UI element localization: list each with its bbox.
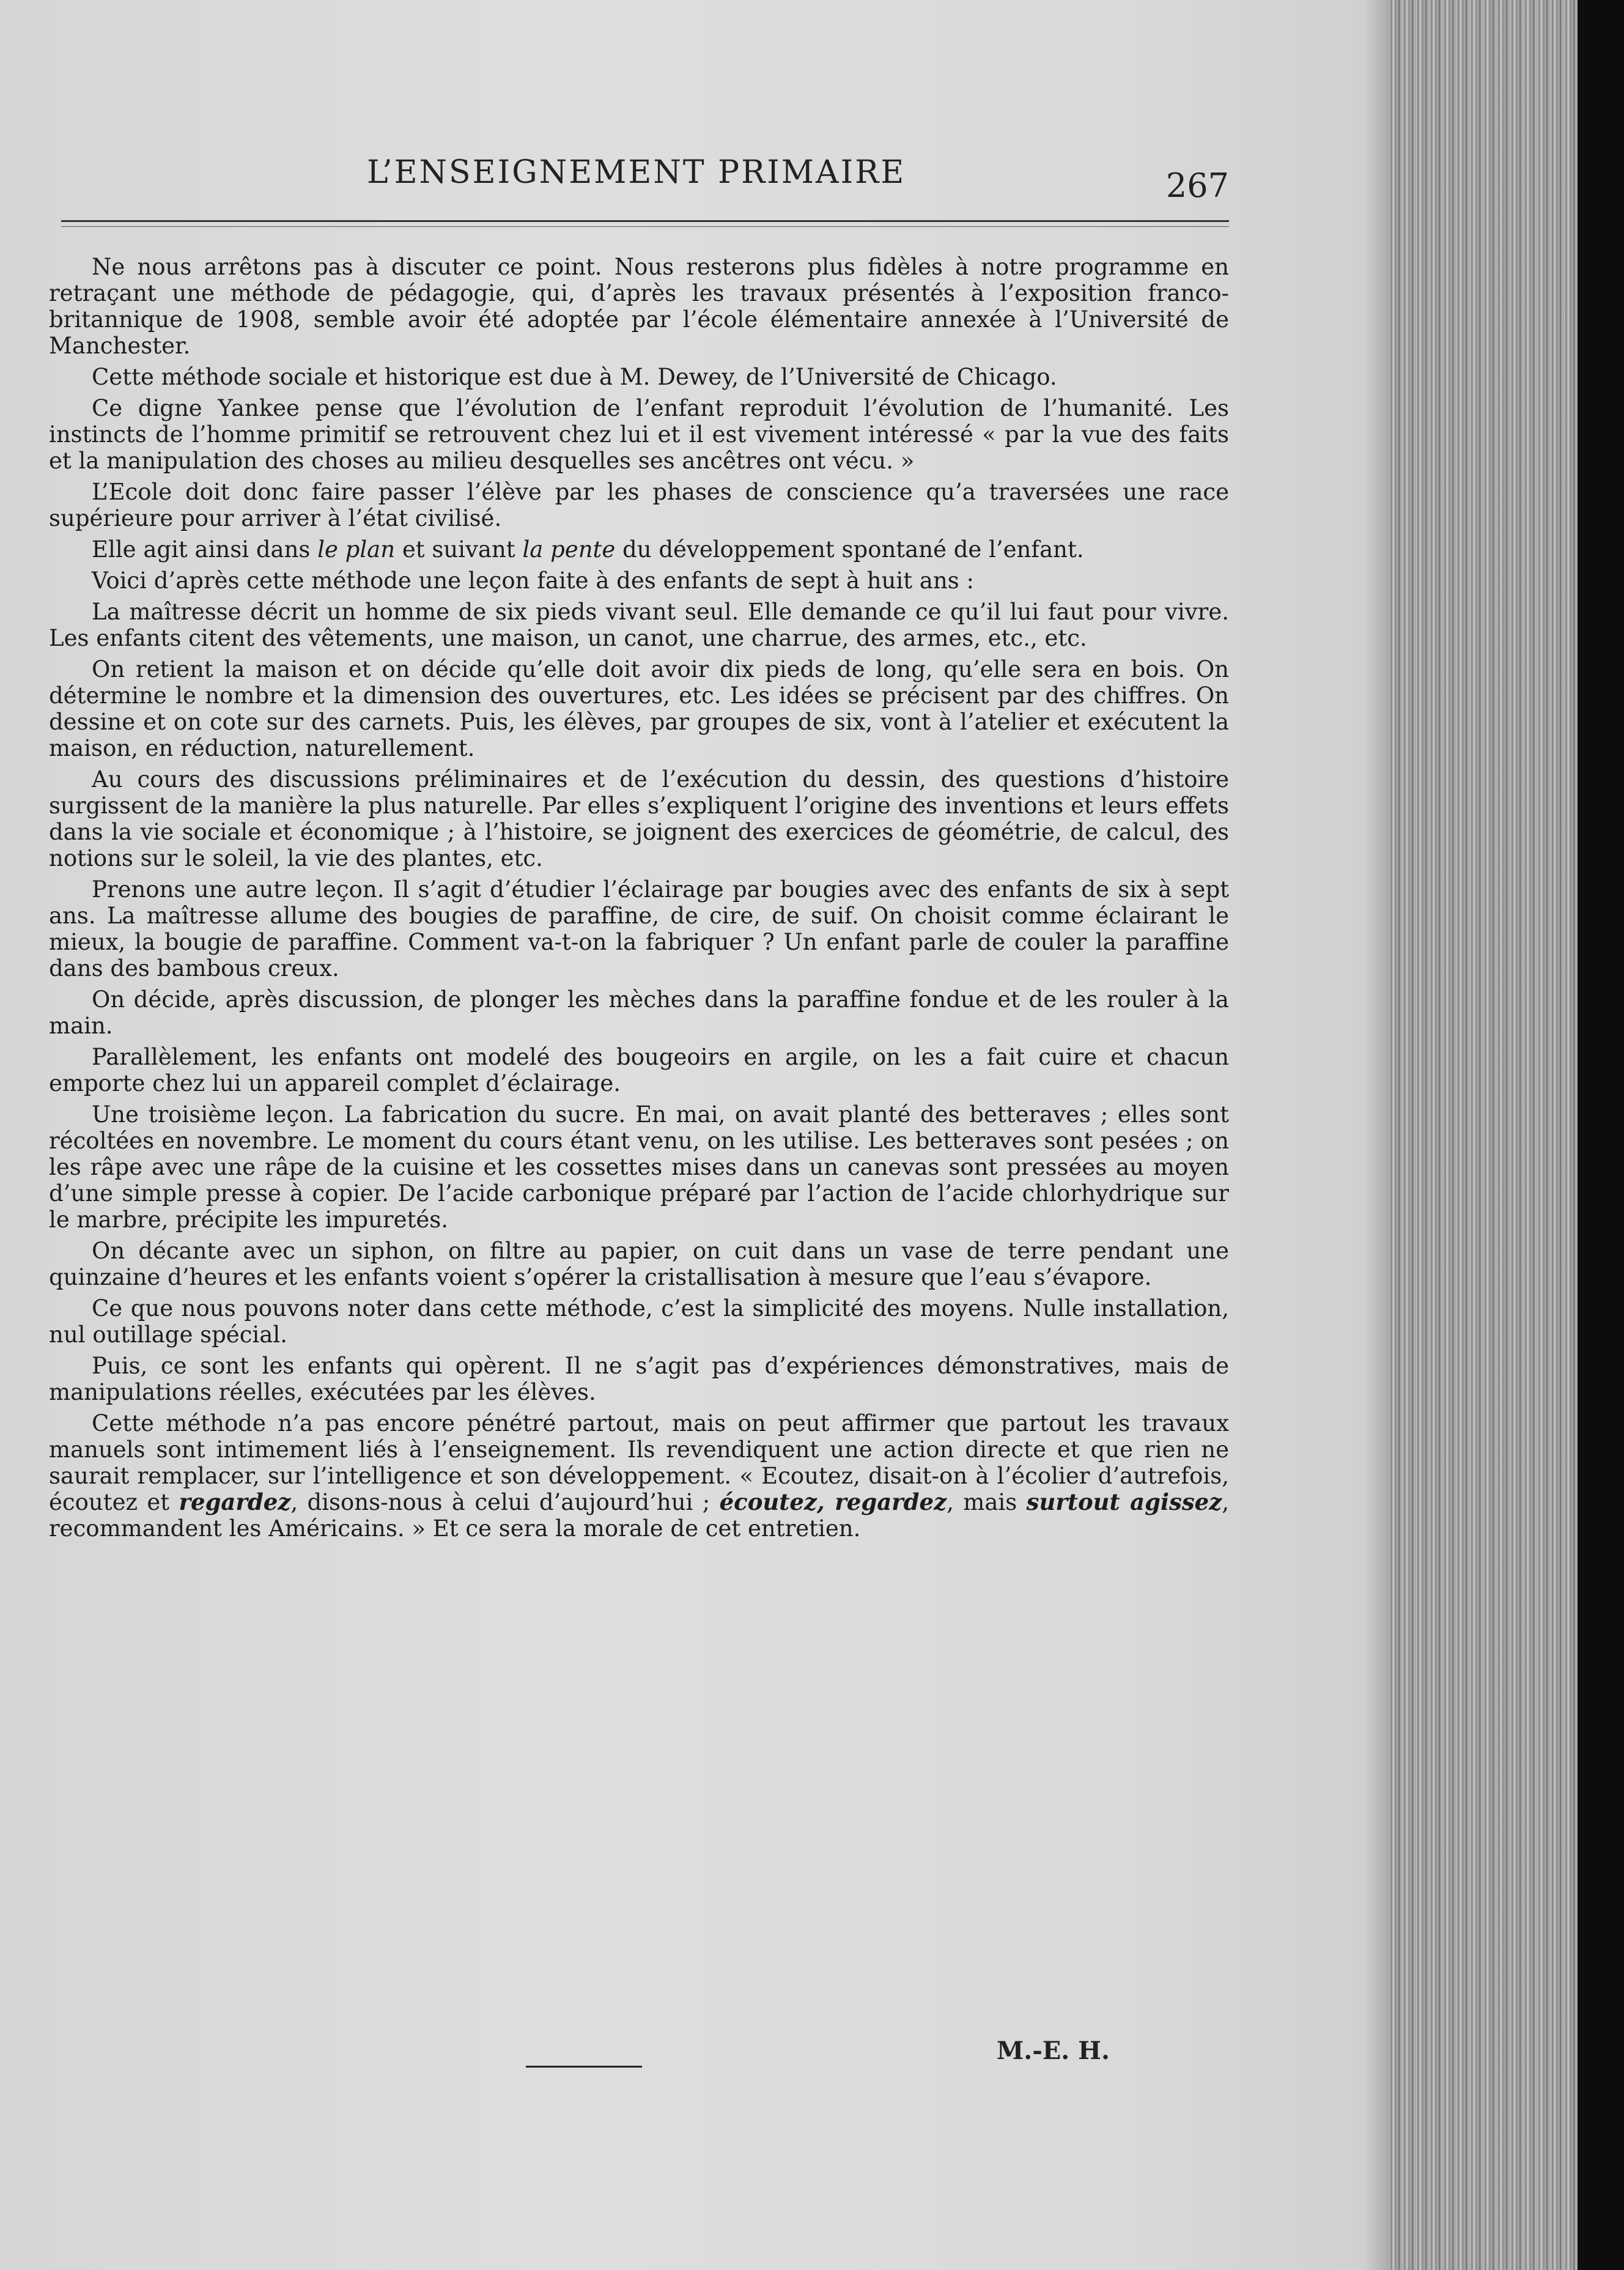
paragraph-text: , mais (947, 1489, 1027, 1515)
paragraph-text: Cette méthode n’a pas encore pénétré partout, mais on peut affirmer que partout les travaux manuels sont intimement liés à l’enseignement. Ils revendiquent une action directe et que rien ne saurait remplacer, sur l’intelligence et son développement. « Ecoutez, disait-on à l’écolier d’autrefois, écoutez et (49, 1410, 1229, 1515)
emphasis-text: écoutez, regardez (719, 1488, 947, 1515)
closing-rule (526, 2066, 642, 2068)
paragraph: Parallèlement, les enfants ont modelé des bougeoirs en argile, on les a fait cuire et chacun emporte chez lui un appareil complet d’éclairage. (49, 1044, 1229, 1096)
header-rule (61, 220, 1229, 222)
paragraph (49, 536, 1229, 563)
paragraph-text: , recommandent les Américains. » Et ce sera la morale de cet entretien. (49, 1489, 1229, 1542)
paragraph: Ne nous arrêtons pas à discuter ce point. Nous resterons plus fidèles à notre programme en retraçant une méthode de pédagogie, qui, d’après les travaux présentés à l’exposition franco-britannique de 1908, semble avoir été adoptée par l’école élémentaire annexée à l’Université de Manchester. (49, 254, 1229, 359)
header-rule-thin (61, 226, 1229, 227)
paragraph-text: , disons-nous à celui d’aujourd’hui ; (290, 1489, 720, 1515)
paragraph-text: Elle agit ainsi dans (92, 536, 318, 563)
running-title: L’ENSEIGNEMENT PRIMAIRE (367, 154, 906, 191)
paragraph: Puis, ce sont les enfants qui opèrent. Il ne s’agit pas d’expériences démonstratives, mais de manipulations réelles, exécutées par les élèves. (49, 1353, 1229, 1405)
emphasis-text: le plan (317, 536, 396, 563)
paragraph: On retient la maison et on décide qu’elle doit avoir dix pieds de long, qu’elle sera en bois. On détermine le nombre et la dimension des ouvertures, etc. Les idées se précisent par des chiffres. On dessine et on cote sur des carnets. Puis, les élèves, par groupes de six, vont à l’atelier et exécutent la maison, en réduction, naturellement. (49, 656, 1229, 761)
paragraph-text: du développement spontané de l’enfant. (615, 536, 1084, 563)
paragraph: Voici d’après cette méthode une leçon faite à des enfants de sept à huit ans : (92, 568, 974, 594)
page-text-area (49, 147, 1229, 2065)
emphasis-text: surtout agissez (1026, 1488, 1222, 1515)
paragraph: On décante avec un siphon, on filtre au papier, on cuit dans un vase de terre pendant une quinzaine d’heures et les enfants voient s’opérer la cristallisation à mesure que l’eau s’évapore. (49, 1238, 1229, 1290)
paragraph: On décide, après discussion, de plonger les mèches dans la paraffine fondue et de les rouler à la main. (49, 986, 1229, 1039)
paragraph: La maîtresse décrit un homme de six pieds vivant seul. Elle demande ce qu’il lui faut pour vivre. Les enfants citent des vêtements, une maison, un canot, une charrue, des armes, etc., etc. (49, 599, 1229, 651)
paragraph-text: et suivant (395, 536, 523, 563)
emphasis-text: la pente (522, 536, 616, 563)
paragraph: Cette méthode sociale et historique est due à M. Dewey, de l’Université de Chicago. (92, 364, 1057, 390)
signature-row (49, 2036, 1229, 2085)
page-number: 267 (1165, 166, 1229, 205)
book-page-edges (1388, 0, 1578, 2270)
article-body (49, 254, 1229, 1547)
running-head (49, 147, 1229, 220)
emphasis-text: regardez (179, 1488, 291, 1515)
paragraph: Une troisième leçon. La fabrication du sucre. En mai, on avait planté des betteraves ; elles sont récoltées en novembre. Le moment du cours étant venu, on les utilise. Les betteraves sont pesées ; on les râpe avec une râpe de la cuisine et les cossettes mises dans un canevas sont pressées au moyen d’une simple presse à copier. De l’acide carbonique préparé par l’action de l’acide chlorhydrique sur le marbre, précipite les impuretés. (49, 1101, 1229, 1233)
author-signature: M.-E. H. (997, 2036, 1110, 2065)
background-border (1578, 0, 1624, 2270)
paragraph: L’Ecole doit donc faire passer l’élève par les phases de conscience qu’a traversées une race supérieure pour arriver à l’état civilisé. (49, 479, 1229, 531)
paragraph: Ce digne Yankee pense que l’évolution de l’enfant reproduit l’évolution de l’humanité. Les instincts de l’homme primitif se retrouvent chez lui et il est vivement intéressé « par la vue des faits et la manipulation des choses au milieu desquelles ses ancêtres ont vécu. » (49, 395, 1229, 474)
paragraph: Prenons une autre leçon. Il s’agit d’étudier l’éclairage par bougies avec des enfants de six à sept ans. La maîtresse allume des bougies de paraffine, de cire, de suif. On choisit comme éclairant le mieux, la bougie de paraffine. Comment va-t-on la fabriquer ? Un enfant parle de couler la paraffine dans des bambous creux. (49, 876, 1229, 982)
paragraph: Au cours des discussions préliminaires et de l’exécution du dessin, des questions d’histoire surgissent de la manière la plus naturelle. Par elles s’expliquent l’origine des inventions et leurs effets dans la vie sociale et économique ; à l’histoire, se joignent des exercices de géométrie, de calcul, des notions sur le soleil, la vie des plantes, etc. (49, 766, 1229, 871)
paragraph: Ce que nous pouvons noter dans cette méthode, c’est la simplicité des moyens. Nulle installation, nul outillage spécial. (49, 1295, 1229, 1348)
paragraph (49, 1410, 1229, 1542)
